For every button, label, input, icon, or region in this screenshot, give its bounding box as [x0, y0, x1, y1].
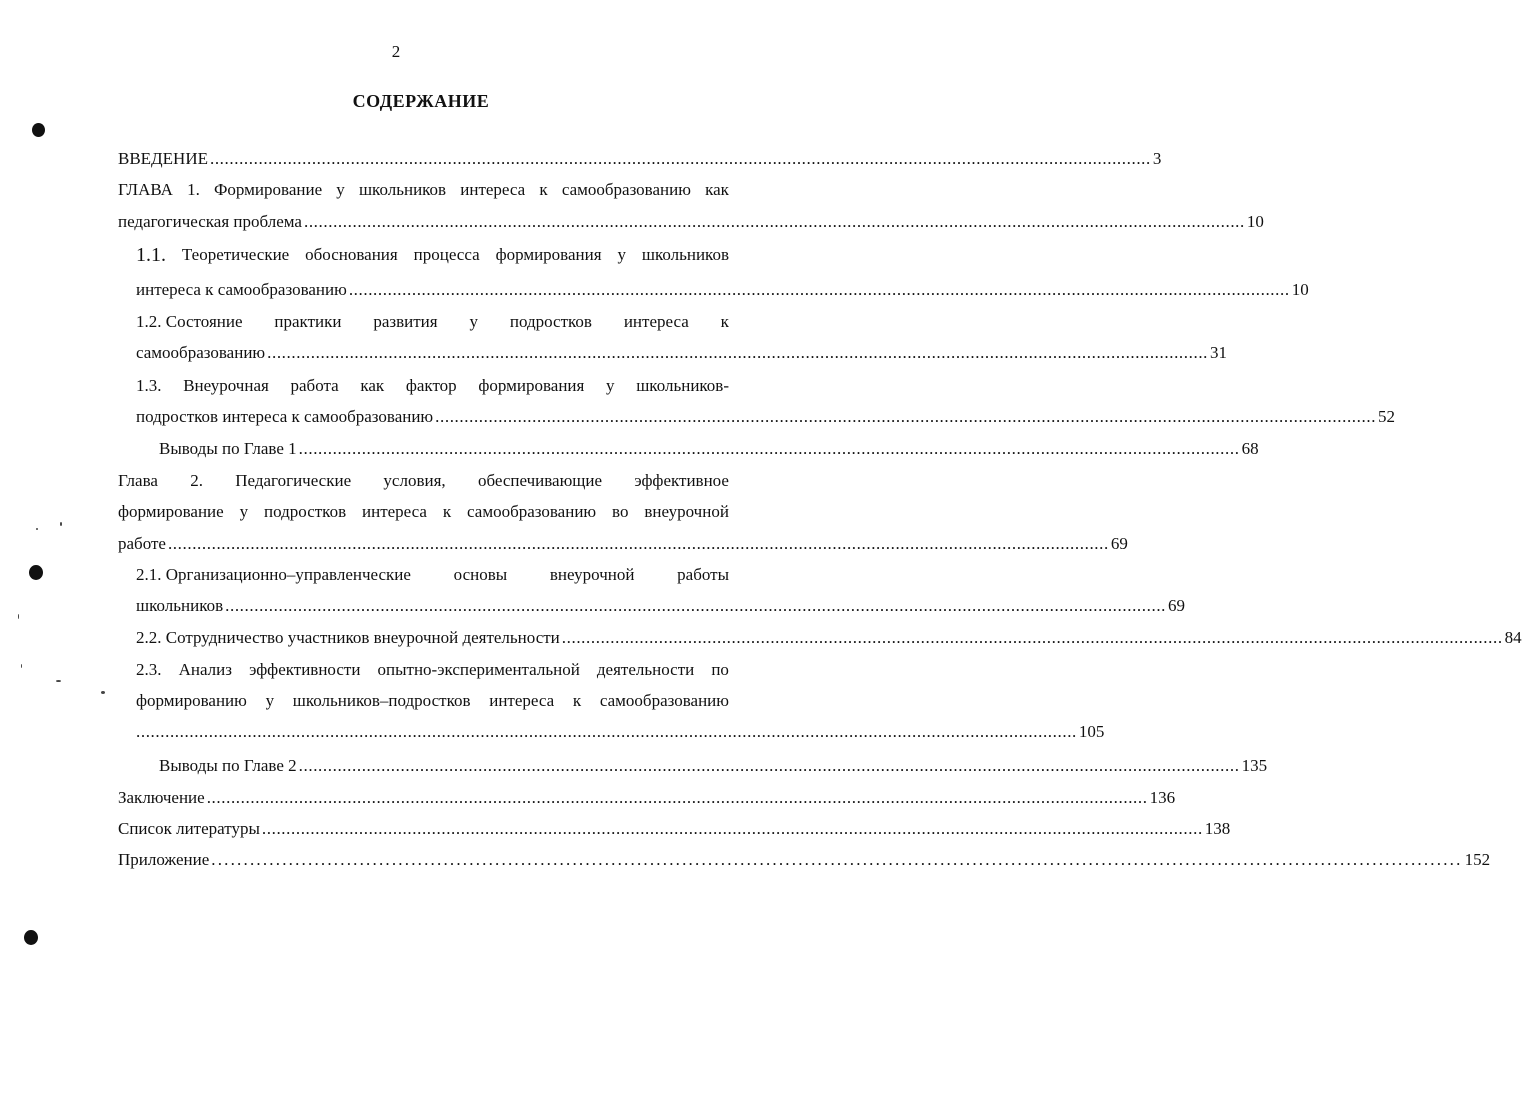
scan-speck	[101, 691, 105, 694]
dot-leader: ..................................................................................................................................................................................................	[136, 722, 1077, 741]
toc-entry-chapter-1-cont	[118, 209, 1264, 235]
toc-entry-label: 2.2. Сотрудничество участников внеурочной деятельности	[136, 628, 560, 647]
word: условия,	[383, 471, 446, 490]
toc-entry-section-2-1	[136, 562, 729, 588]
word: к	[539, 180, 548, 199]
toc-entry-conclusions-1	[159, 436, 1259, 462]
word: работа	[290, 376, 339, 395]
toc-entry-page: 138	[1204, 819, 1231, 838]
dot-leader: ..................................................................................................................................................................................................	[298, 756, 1240, 775]
word: ГЛАВА	[118, 180, 173, 199]
word: самообразованию	[599, 691, 729, 710]
toc-entry-chapter-2-cont	[118, 531, 1128, 557]
dot-leader: ..................................................................................................................................................................................................	[209, 149, 1151, 168]
toc-entry-page: 152	[1464, 850, 1491, 869]
toc-entry-label: Список литературы	[118, 819, 260, 838]
word: у	[265, 691, 275, 710]
word: опытно-экспериментальной	[377, 660, 580, 679]
toc-entry-section-1-2-cont	[136, 340, 1228, 366]
toc-entry-label: Заключение	[118, 788, 205, 807]
dot-leader: ..................................................................................................................................................................................................	[225, 596, 1167, 615]
toc-entry-page: 84	[1504, 628, 1522, 647]
dot-leader: ..................................................................................................................................................................................................	[267, 343, 1209, 362]
dot-leader: ..................................................................................................................................................................................................	[348, 280, 1290, 299]
scan-speck	[21, 664, 22, 668]
word: школьников	[358, 180, 447, 199]
toc-entry-label: самообразованию	[136, 343, 266, 362]
toc-entry-section-2-3-line2	[136, 688, 729, 714]
section-number: 1.1.	[136, 244, 166, 266]
toc-entry-chapter-1	[118, 177, 729, 203]
word: у	[239, 502, 249, 521]
word: деятельности	[596, 660, 695, 679]
dot-leader: ..................................................................................................................................................................................................	[261, 819, 1203, 838]
toc-entry-page: 10	[1246, 212, 1264, 231]
word: интереса	[362, 502, 427, 521]
word: фактор	[405, 376, 457, 395]
toc-entry-label: школьников	[136, 596, 224, 615]
punch-hole-mark	[32, 123, 45, 137]
word: 1.	[187, 180, 200, 199]
scan-speck	[60, 522, 62, 526]
toc-entry-chapter-2-line2	[118, 499, 729, 525]
word: как	[705, 180, 729, 199]
toc-entry-appendix	[118, 847, 1491, 873]
word: эффективности	[249, 660, 361, 679]
word: школьников-	[636, 376, 729, 395]
word: 1.2. Состояние	[136, 312, 243, 331]
word: 2.	[190, 471, 203, 490]
toc-entry-label: Выводы по Главе 2	[159, 756, 297, 775]
toc-entry-section-1-2	[136, 309, 729, 335]
dot-leader: ..................................................................................................................................................................................................	[167, 534, 1109, 553]
word: основы	[453, 565, 508, 584]
word: формирование	[118, 502, 224, 521]
dot-leader: ..................................................................................................................................................................................................	[561, 628, 1503, 647]
word: 2.1. Организационно–управленческие	[136, 565, 411, 584]
word: Анализ	[178, 660, 232, 679]
word: эффективное	[634, 471, 729, 490]
toc-entry-page: 52	[1378, 407, 1396, 426]
toc-entry-label: Выводы по Главе 1	[159, 439, 297, 458]
toc-entry-page: 10	[1291, 280, 1309, 299]
word: интереса	[623, 312, 689, 331]
word: интереса	[489, 691, 555, 710]
word: развития	[373, 312, 438, 331]
word: Глава	[118, 471, 158, 490]
dot-leader: ..................................................................................................................................................................................................	[435, 407, 1377, 426]
toc-entry-section-2-1-cont	[136, 593, 1186, 619]
toc-entry-page: 3	[1152, 149, 1162, 168]
toc-entry-label: подростков интереса к самообразованию	[136, 407, 434, 426]
word: формирования	[495, 245, 602, 264]
word: школьников–подростков	[292, 691, 471, 710]
page-number: 2	[391, 42, 401, 61]
word: формированию	[136, 691, 247, 710]
toc-entry-conclusions-2	[159, 753, 1268, 779]
word: к	[442, 502, 452, 521]
word: самообразованию	[561, 180, 691, 199]
toc-entry-intro	[118, 146, 1162, 172]
scan-speck	[36, 528, 38, 530]
word: самообразованию	[467, 502, 597, 521]
word: к	[572, 691, 582, 710]
toc-entry-conclusion	[118, 785, 1176, 811]
word: подростков	[509, 312, 592, 331]
word: интереса	[460, 180, 526, 199]
toc-entry-page: 68	[1241, 439, 1259, 458]
toc-entry-section-1-1	[136, 242, 729, 268]
word: процесса	[413, 245, 480, 264]
word: Формирование	[214, 180, 323, 199]
toc-entry-page: 31	[1210, 343, 1228, 362]
toc-entry-page: 69	[1110, 534, 1128, 553]
word: у	[606, 376, 615, 395]
word: подростков	[264, 502, 347, 521]
punch-hole-mark	[29, 565, 43, 580]
scan-speck	[56, 680, 61, 682]
toc-entry-page: 105	[1078, 722, 1105, 741]
toc-entry-section-2-3-cont	[136, 719, 1105, 745]
word: Внеурочная	[183, 376, 269, 395]
toc-entry-page: 135	[1241, 756, 1268, 775]
word: к	[720, 312, 729, 331]
word: 2.3.	[136, 660, 162, 679]
toc-entry-label: ВВЕДЕНИЕ	[118, 149, 208, 168]
word: Теоретические	[181, 245, 290, 264]
toc-entry-label: интереса к самообразованию	[136, 280, 347, 299]
word: формирования	[478, 376, 585, 395]
punch-hole-mark	[24, 930, 38, 945]
toc-entry-section-1-3	[136, 373, 729, 399]
dot-leader: ..................................................................................................................................................................................................	[303, 212, 1245, 231]
toc-entry-section-2-2	[136, 625, 1522, 651]
word: обоснования	[305, 245, 398, 264]
toc-entry-section-1-3-cont	[136, 404, 1396, 430]
word: внеурочной	[549, 565, 635, 584]
word: практики	[274, 312, 342, 331]
toc-entry-chapter-2	[118, 468, 729, 494]
word: по	[711, 660, 729, 679]
toc-entry-section-1-1-cont	[136, 277, 1309, 303]
toc-entry-section-2-3	[136, 657, 729, 683]
word: как	[360, 376, 385, 395]
word: 1.3.	[136, 376, 162, 395]
toc-entry-page: 69	[1168, 596, 1186, 615]
toc-entry-page: 136	[1149, 788, 1176, 807]
dot-leader: ..................................................................................................................................................................................................	[211, 850, 1463, 869]
toc-entry-references	[118, 816, 1231, 842]
word: школьников	[641, 245, 729, 264]
word: работы	[677, 565, 729, 584]
word: у	[617, 245, 626, 264]
word: у	[469, 312, 478, 331]
page-title: СОДЕРЖАНИЕ	[352, 91, 490, 111]
dot-leader: ..................................................................................................................................................................................................	[206, 788, 1148, 807]
word: обеспечивающие	[477, 471, 603, 490]
word: внеурочной	[644, 502, 729, 521]
toc-entry-label: Приложение	[118, 850, 210, 869]
word: Педагогические	[235, 471, 352, 490]
scan-speck	[18, 614, 19, 619]
word: у	[336, 180, 345, 199]
toc-entry-label: работе	[118, 534, 166, 553]
toc-entry-label: педагогическая проблема	[118, 212, 302, 231]
dot-leader: ..................................................................................................................................................................................................	[298, 439, 1240, 458]
word: во	[612, 502, 629, 521]
